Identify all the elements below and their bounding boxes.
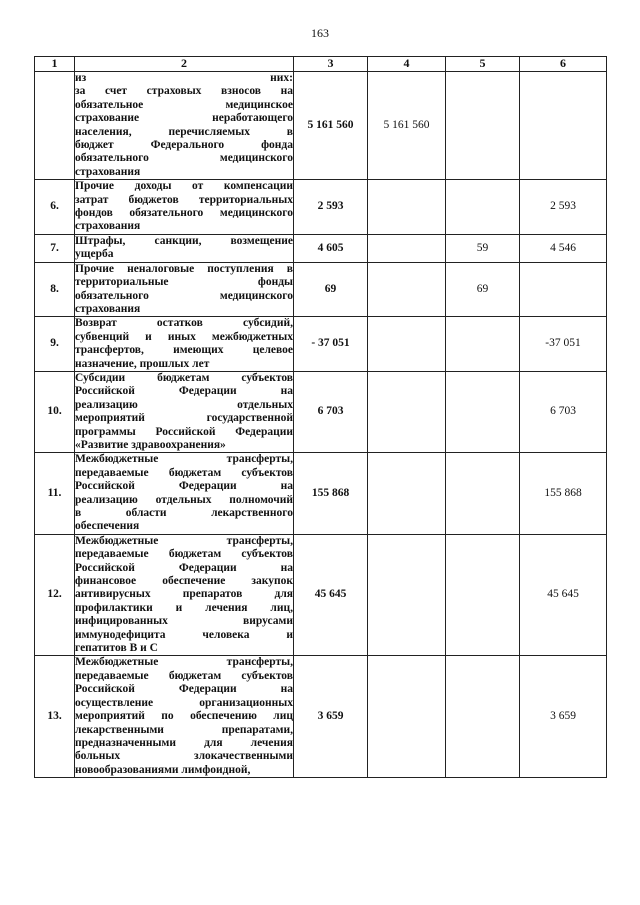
table-row	[35, 371, 607, 452]
description-line: финансовое обеспечение закупок	[75, 575, 293, 588]
row-number	[35, 72, 75, 180]
description-line: Субсидии бюджетам субъектов	[75, 371, 293, 384]
row-description	[75, 317, 294, 372]
description-line: трансфертов, имеющих целевое	[75, 344, 293, 357]
description-line: предназначенными для лечения	[75, 736, 293, 749]
description-line: субвенций и иных межбюджетных	[75, 330, 293, 343]
description-line: обеспечения	[75, 520, 140, 533]
description-line: ущерба	[75, 248, 114, 261]
description-line: «Развитие здравоохранения»	[75, 438, 226, 451]
amount-cell-6: -37 051	[520, 317, 607, 372]
header-col-6: 6	[520, 57, 607, 72]
page-number: 163	[311, 26, 329, 40]
description-line: обязательное медицинское	[75, 98, 293, 111]
amount-cell-4	[368, 180, 446, 235]
description-line: новообразованиями лимфоидной,	[75, 763, 251, 776]
amount-cell-3: 5 161 560	[294, 72, 368, 180]
description-line: в области лекарственного	[75, 507, 293, 519]
description-line: больных злокачественными	[75, 750, 293, 763]
amount-cell-5	[446, 72, 520, 180]
amount-cell-5	[446, 371, 520, 452]
amount-cell-6: 3 659	[520, 656, 607, 778]
amount-cell-4	[368, 234, 446, 262]
amount-cell-3: 69	[294, 262, 368, 317]
description-line: обязательного медицинского	[75, 289, 293, 302]
description-line: Российской Федерации на	[75, 683, 293, 696]
amount-cell-5: 69	[446, 262, 520, 317]
description-line: передаваемые бюджетам субъектов	[75, 669, 293, 682]
description-line: антивирусных препаратов для	[75, 588, 293, 601]
budget-table	[34, 56, 607, 778]
amount-cell-4	[368, 534, 446, 656]
row-number: 12.	[35, 534, 75, 656]
description-line: гепатитов В и С	[75, 642, 158, 655]
amount-cell-6: 6 703	[520, 371, 607, 452]
amount-cell-5	[446, 534, 520, 656]
description-line: профилактики и лечения лиц,	[75, 601, 293, 614]
row-description	[75, 534, 294, 656]
table-row	[35, 72, 607, 180]
amount-cell-3: 155 868	[294, 453, 368, 534]
table-row	[35, 317, 607, 372]
description-line: Межбюджетные трансферты,	[75, 656, 293, 669]
amount-cell-3: - 37 051	[294, 317, 368, 372]
amount-cell-3: 6 703	[294, 371, 368, 452]
table-row	[35, 234, 607, 262]
amount-cell-4	[368, 317, 446, 372]
description-line: Межбюджетные трансферты,	[75, 534, 293, 547]
amount-cell-6	[520, 72, 607, 180]
amount-cell-5: 59	[446, 234, 520, 262]
amount-cell-5	[446, 656, 520, 778]
description-line: Межбюджетные трансферты,	[75, 453, 293, 466]
header-col-5: 5	[446, 57, 520, 72]
header-col-4: 4	[368, 57, 446, 72]
description-line: страхование неработающего	[75, 112, 293, 125]
amount-cell-6: 155 868	[520, 453, 607, 534]
description-line: передаваемые бюджетам субъектов	[75, 466, 293, 479]
description-line: Прочие доходы от компенсации	[75, 180, 293, 193]
description-line: мероприятий государственной	[75, 412, 293, 425]
row-description	[75, 234, 294, 262]
description-line: Возврат остатков субсидий,	[75, 317, 293, 330]
amount-cell-5	[446, 180, 520, 235]
amount-cell-3: 4 605	[294, 234, 368, 262]
amount-cell-6: 2 593	[520, 180, 607, 235]
description-line: мероприятий по обеспечению лиц	[75, 710, 293, 723]
description-line: Российской Федерации на	[75, 385, 293, 398]
table-row	[35, 453, 607, 534]
header-col-3: 3	[294, 57, 368, 72]
description-line: Прочие неналоговые поступления в	[75, 262, 293, 275]
amount-cell-6: 45 645	[520, 534, 607, 656]
amount-cell-6	[520, 262, 607, 317]
amount-cell-3: 45 645	[294, 534, 368, 656]
description-line: страхования	[75, 302, 141, 315]
row-number: 8.	[35, 262, 75, 317]
table-row	[35, 262, 607, 317]
amount-cell-4	[368, 262, 446, 317]
description-line: за счет страховых взносов на	[75, 85, 293, 98]
description-line: затрат бюджетов территориальных	[75, 193, 293, 206]
description-line: фондов обязательного медицинского	[75, 207, 293, 220]
amount-cell-6: 4 546	[520, 234, 607, 262]
amount-cell-3: 2 593	[294, 180, 368, 235]
description-line: реализацию отдельных	[75, 398, 293, 411]
row-number: 13.	[35, 656, 75, 778]
row-description	[75, 262, 294, 317]
table-header-row	[35, 57, 607, 72]
amount-cell-4	[368, 453, 446, 534]
description-line: осуществление организационных	[75, 696, 293, 709]
description-line: инфицированных вирусами	[75, 615, 293, 628]
row-description	[75, 72, 294, 180]
description-line: бюджет Федерального фонда	[75, 139, 293, 152]
amount-cell-3: 3 659	[294, 656, 368, 778]
description-line: из них:	[75, 72, 293, 84]
row-description	[75, 656, 294, 778]
description-line: страхования	[75, 165, 141, 178]
description-line: населения, перечисляемых в	[75, 125, 293, 138]
description-line: передаваемые бюджетам субъектов	[75, 548, 293, 561]
amount-cell-5	[446, 317, 520, 372]
table-row	[35, 180, 607, 235]
row-number: 7.	[35, 234, 75, 262]
row-description	[75, 180, 294, 235]
row-description	[75, 371, 294, 452]
row-number: 10.	[35, 371, 75, 452]
row-number: 6.	[35, 180, 75, 235]
description-line: Российской Федерации на	[75, 561, 293, 574]
amount-cell-5	[446, 453, 520, 534]
table-row	[35, 534, 607, 656]
amount-cell-4: 5 161 560	[368, 72, 446, 180]
amount-cell-4	[368, 656, 446, 778]
description-line: обязательного медицинского	[75, 152, 293, 165]
description-line: назначение, прошлых лет	[75, 357, 210, 370]
amount-cell-4	[368, 371, 446, 452]
description-line: страхования	[75, 220, 141, 233]
description-line: иммунодефицита человека и	[75, 628, 293, 641]
description-line: Штрафы, санкции, возмещение	[75, 234, 293, 247]
description-line: территориальные фонды	[75, 276, 293, 289]
description-line: Российской Федерации на	[75, 480, 293, 493]
row-number: 9.	[35, 317, 75, 372]
description-line: программы Российской Федерации	[75, 425, 293, 438]
row-number: 11.	[35, 453, 75, 534]
table-body	[35, 72, 607, 778]
header-col-1: 1	[35, 57, 75, 72]
table-row	[35, 656, 607, 778]
header-col-2: 2	[75, 57, 294, 72]
description-line: лекарственными препаратами,	[75, 723, 293, 736]
description-line: реализацию отдельных полномочий	[75, 493, 293, 506]
row-description	[75, 453, 294, 534]
